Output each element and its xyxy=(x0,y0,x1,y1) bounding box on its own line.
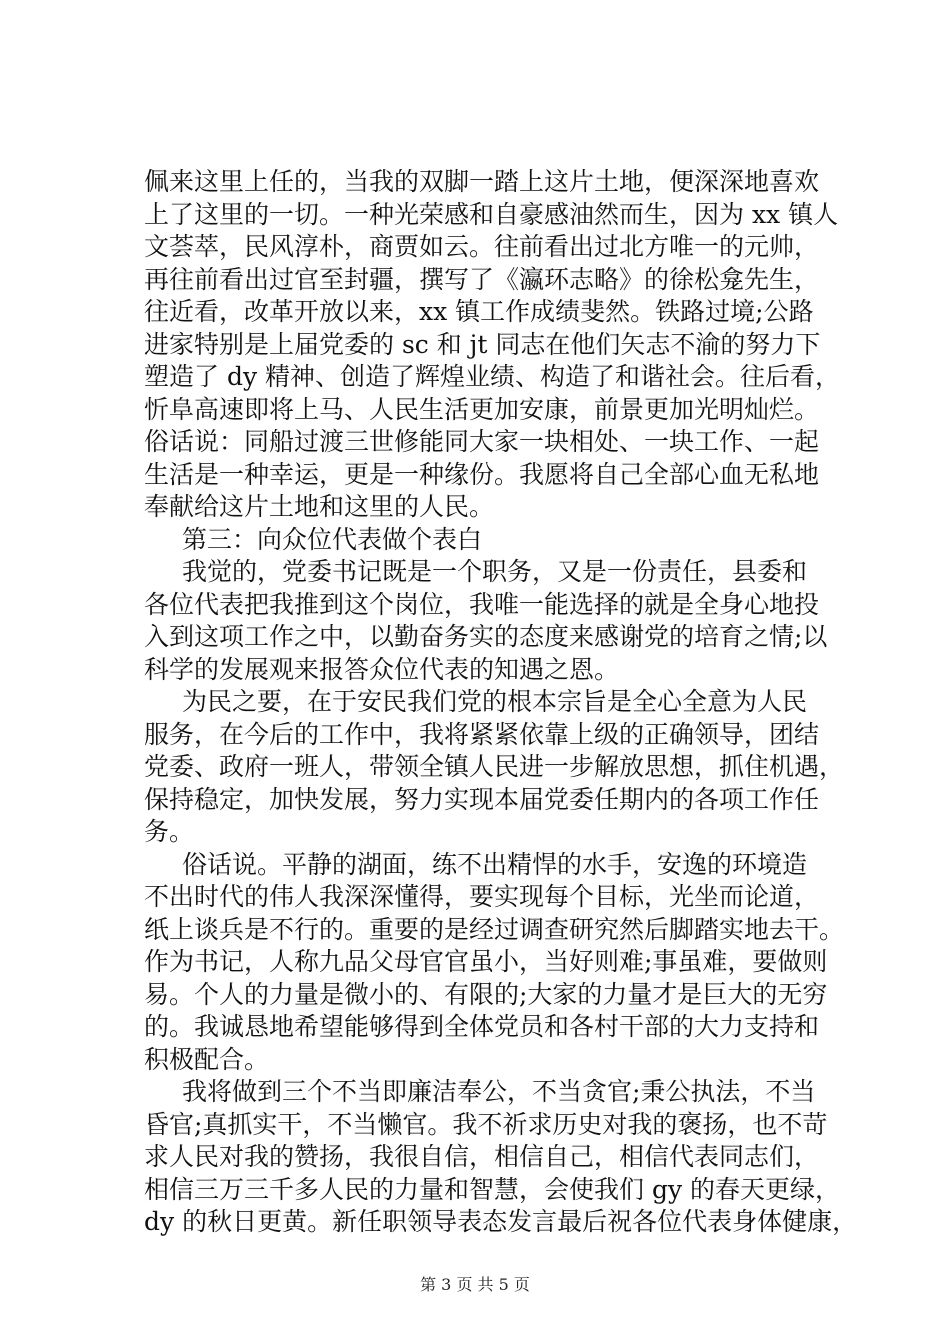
text-line: 文荟萃，民风淳朴，商贾如云。往前看出过北方唯一的元帅， xyxy=(144,232,820,261)
text-line: 易。个人的力量是微小的、有限的;大家的力量才是巨大的无穷 xyxy=(144,979,828,1009)
text-line: 再往前看出过官至封疆，撰写了《瀛环志略》的徐松龛先生， xyxy=(144,264,820,294)
text-line: 我将做到三个不当即廉洁奉公，不当贪官;秉公执法，不当 xyxy=(182,1077,816,1106)
text-line: 俗话说：同船过渡三世修能同大家一块相处、一块工作、一起 xyxy=(144,427,820,456)
text-line: dy 的秋日更黄。新任职领导表态发言最后祝各位代表身体健康， xyxy=(144,1207,858,1236)
text-line: 上了这里的一切。一种光荣感和自豪感油然而生，因为 xx 镇人 xyxy=(144,199,839,229)
text-line: 相信三万三千多人民的力量和智慧，会使我们 gy 的春天更绿， xyxy=(144,1174,841,1204)
text-line: 生活是一种幸运，更是一种缘份。我愿将自己全部心血无私地 xyxy=(144,459,820,489)
text-line: 入到这项工作之中，以勤奋务实的态度来感谢党的培育之情;以 xyxy=(144,622,828,651)
text-line: 服务，在今后的工作中，我将紧紧依靠上级的正确领导，团结 xyxy=(144,719,820,749)
text-line: 昏官;真抓实干，不当懒官。我不祈求历史对我的褒扬，也不苛 xyxy=(144,1109,828,1139)
page-footer: 第 3 页 共 5 页 xyxy=(420,1275,530,1294)
text-line: 佩来这里上任的，当我的双脚一踏上这片土地，便深深地喜欢 xyxy=(144,167,820,196)
text-line: 各位代表把我推到这个岗位，我唯一能选择的就是全身心地投 xyxy=(144,589,820,619)
text-line: 进家特别是上届党委的 sc 和 jt 同志在他们矢志不渝的努力下 xyxy=(144,329,821,359)
text-line: 纸上谈兵是不行的。重要的是经过调查研究然后脚踏实地去干。 xyxy=(144,914,845,944)
text-line: 塑造了 dy 精神、创造了辉煌业绩、构造了和谐社会。往后看， xyxy=(144,362,841,391)
section-heading: 第三：向众位代表做个表白 xyxy=(182,524,483,554)
text-line: 积极配合。 xyxy=(144,1044,270,1074)
text-line: 的。我诚恳地希望能够得到全体党员和各村干部的大力支持和 xyxy=(144,1012,820,1041)
text-line: 党委、政府一班人，带领全镇人民进一步解放思想，抓住机遇， xyxy=(144,752,845,781)
text-line: 俗话说。平静的湖面，练不出精悍的水手，安逸的环境造 xyxy=(182,849,808,879)
text-line: 务。 xyxy=(144,817,195,846)
text-line: 为民之要，在于安民我们党的根本宗旨是全心全意为人民 xyxy=(182,687,808,716)
text-line: 科学的发展观来报答众位代表的知遇之恩。 xyxy=(144,654,620,684)
text-line: 往近看，改革开放以来，xx 镇工作成绩斐然。铁路过境;公路 xyxy=(144,297,814,326)
text-line: 不出时代的伟人我深深懂得，要实现每个目标，光坐而论道， xyxy=(144,882,820,911)
document-body xyxy=(144,166,858,1239)
text-line: 求人民对我的赞扬，我很自信，相信自己，相信代表同志们， xyxy=(144,1142,820,1171)
text-line: 作为书记，人称九品父母官官虽小，当好则难;事虽难，要做则 xyxy=(144,947,828,976)
text-line: 忻阜高速即将上马、人民生活更加安康，前景更加光明灿烂。 xyxy=(144,394,820,424)
text-line: 奉献给这片土地和这里的人民。 xyxy=(144,492,495,521)
text-line: 保持稳定，加快发展，努力实现本届党委任期内的各项工作任 xyxy=(144,784,820,814)
text-line: 我觉的，党委书记既是一个职务，又是一份责任，县委和 xyxy=(182,557,808,586)
